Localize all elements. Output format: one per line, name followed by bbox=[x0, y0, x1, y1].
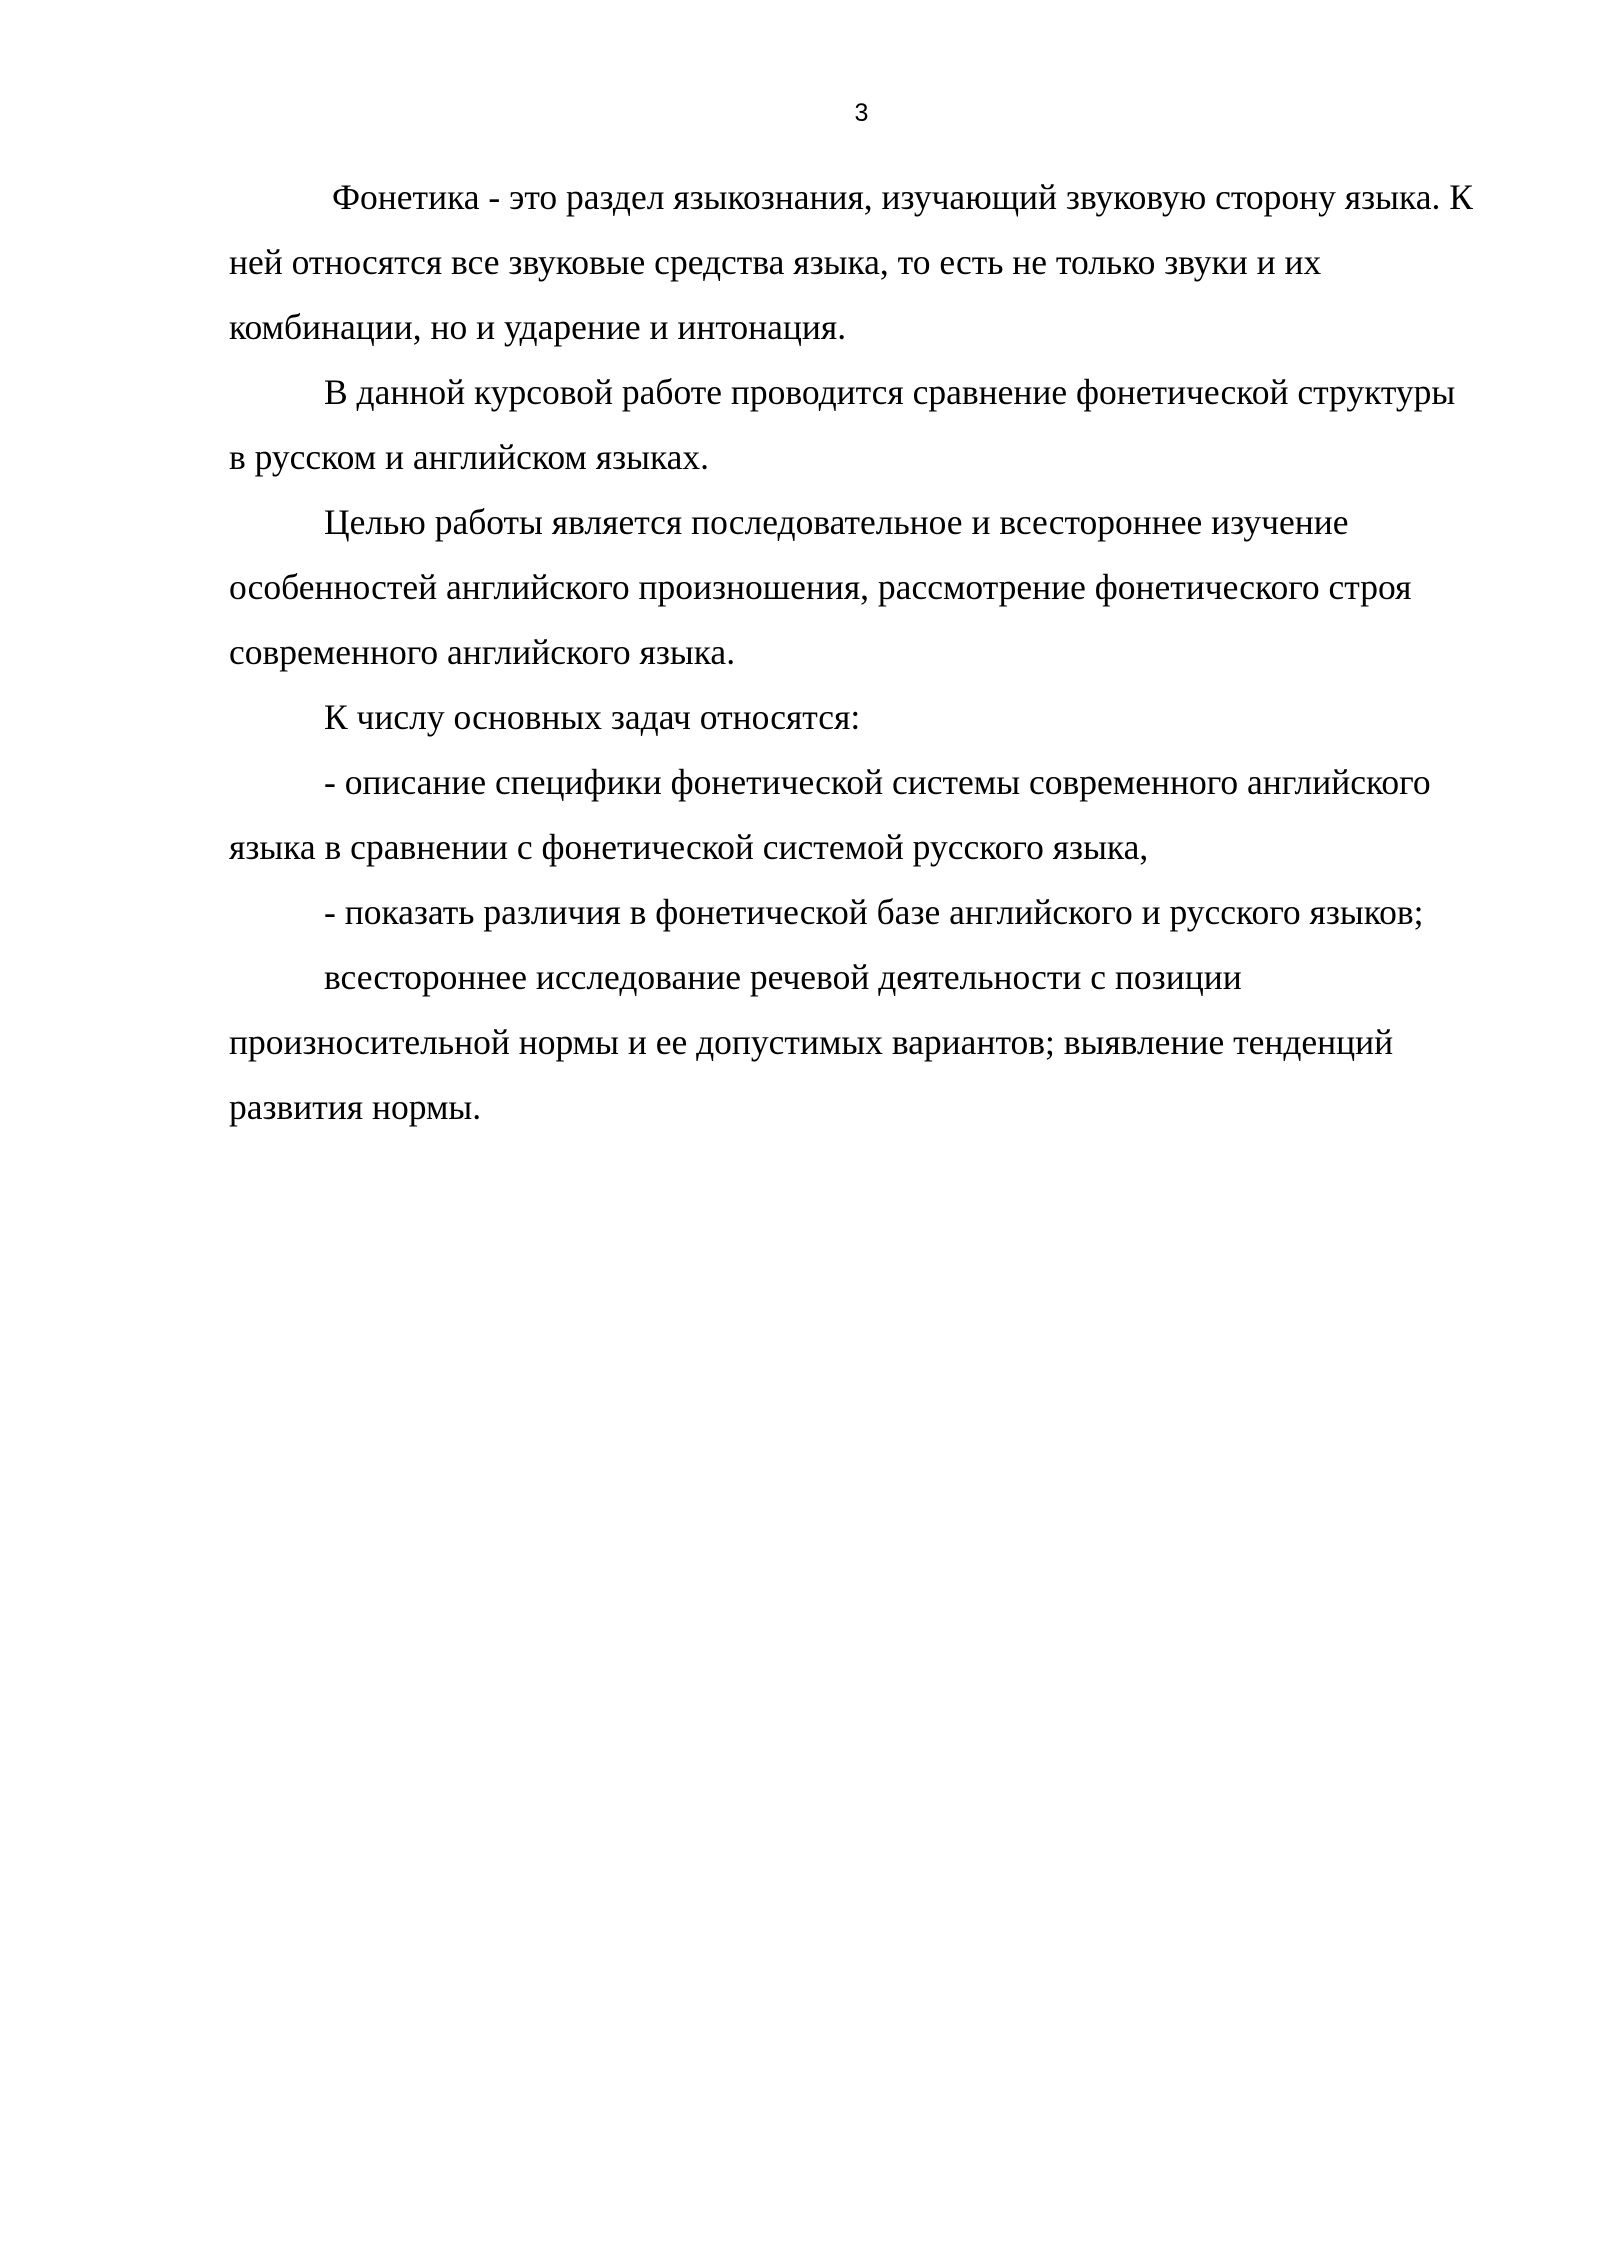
paragraph-task-description: - описание специфики фонетической системы современного английского языка в сравнении с фонетической системой русского языка, bbox=[229, 762, 1431, 867]
paragraph-coursework-comparison: В данной курсовой работе проводится сравнение фонетической структуры в русском и английском языках. bbox=[229, 372, 1456, 477]
paragraph-phonetics-definition: Фонетика - это раздел языкознания, изучающий звуковую сторону языка. К ней относятся все звуковые средства языка, то есть не только звуки и их комбинации, но и ударение и интонация. bbox=[229, 177, 1473, 347]
paragraph-tasks-intro: К числу основных задач относятся: bbox=[324, 697, 861, 737]
page-number: 3 bbox=[854, 99, 869, 127]
paragraph-task-differences: - показать различия в фонетической базе английского и русского языков; bbox=[324, 892, 1424, 932]
paragraph-task-research: всестороннее исследование речевой деятельности с позиции произносительной нормы и ее допустимых вариантов; выявление тенденций развития нормы. bbox=[229, 957, 1394, 1127]
paragraph-work-goal: Целью работы является последовательное и всестороннее изучение особенностей английского произношения, рассмотрение фонетического строя современного английского языка. bbox=[229, 502, 1412, 672]
document-body bbox=[229, 165, 1479, 1140]
